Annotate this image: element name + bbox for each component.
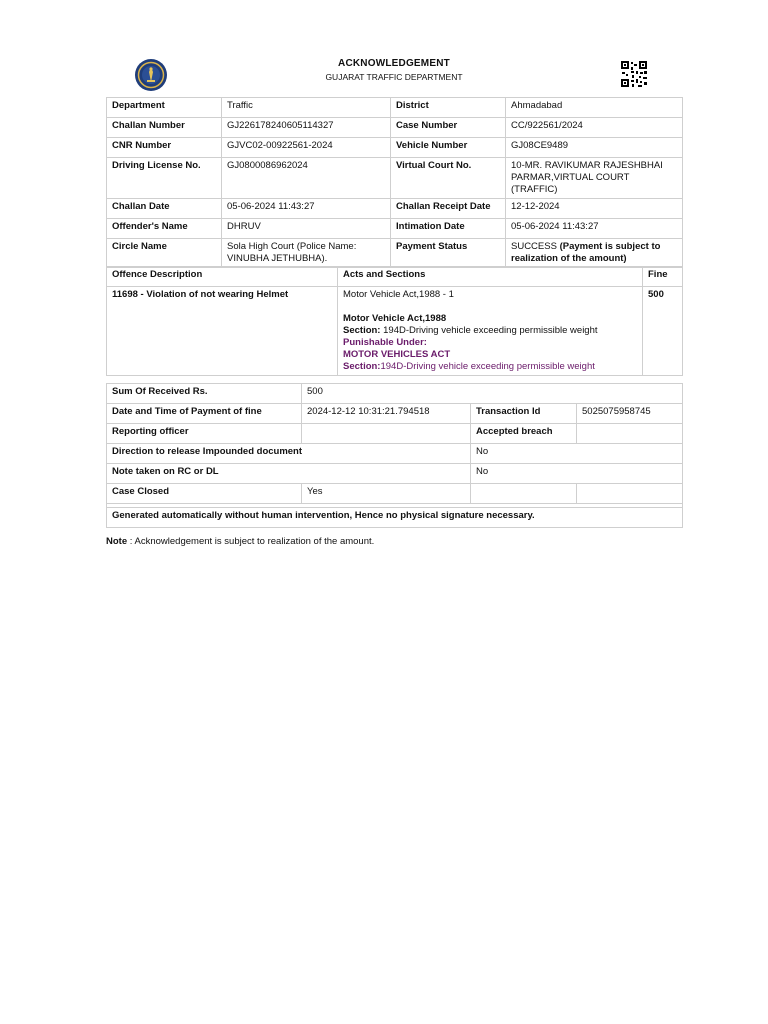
transaction-id-label: Transaction Id [471, 404, 577, 424]
offence-description-header: Offence Description [107, 267, 338, 287]
table-row [107, 404, 683, 424]
offence-table [106, 266, 683, 376]
driving-license-value: GJ0800086962024 [222, 158, 391, 199]
punishable-section-line [343, 361, 637, 373]
case-closed-label: Case Closed [107, 484, 302, 504]
document-subtitle: GUJARAT TRAFFIC DEPARTMENT [325, 72, 463, 82]
offender-name-value: DHRUV [222, 219, 391, 239]
table-row [107, 158, 683, 199]
sum-received-label: Sum Of Received Rs. [107, 384, 302, 404]
table-row [107, 424, 683, 444]
accepted-breach-value [577, 424, 683, 444]
document-title: ACKNOWLEDGEMENT [338, 58, 450, 69]
release-document-value: No [471, 444, 683, 464]
case-number-label: Case Number [391, 118, 506, 138]
challan-details-table [106, 97, 683, 268]
challan-receipt-date-label: Challan Receipt Date [391, 199, 506, 219]
section-label: Section: [343, 325, 381, 336]
department-value: Traffic [222, 98, 391, 118]
payment-status-text: SUCCESS [511, 241, 560, 252]
punishable-section-text: 194D-Driving vehicle exceeding permissible weight [380, 361, 595, 372]
payment-status-label: Payment Status [391, 239, 506, 268]
empty-cell [577, 484, 683, 504]
note-rc-dl-value: No [471, 464, 683, 484]
release-document-label: Direction to release Impounded document [107, 444, 471, 464]
offence-description: 11698 - Violation of not wearing Helmet [107, 287, 338, 376]
district-value: Ahmadabad [506, 98, 683, 118]
accepted-breach-label: Accepted breach [471, 424, 577, 444]
fine-amount: 500 [643, 287, 683, 376]
act-title: Motor Vehicle Act,1988 [343, 313, 447, 324]
virtual-court-label: Virtual Court No. [391, 158, 506, 199]
table-header-row [107, 267, 683, 287]
note-label: Note [106, 536, 128, 547]
district-label: District [391, 98, 506, 118]
vehicle-number-label: Vehicle Number [391, 138, 506, 158]
department-label: Department [107, 98, 222, 118]
table-row [107, 219, 683, 239]
punishable-section-label: Section: [343, 361, 381, 372]
payment-status-note: (Payment is subject to realization of the amount) [511, 241, 661, 264]
table-row [107, 239, 683, 268]
table-row [107, 484, 683, 504]
reporting-officer-label: Reporting officer [107, 424, 302, 444]
table-row [107, 98, 683, 118]
reporting-officer-value [302, 424, 471, 444]
act-line: Motor Vehicle Act,1988 - 1 [343, 289, 454, 300]
generated-notice: Generated automatically without human intervention, Hence no physical signature necessary. [107, 508, 683, 528]
punishable-label: Punishable Under: [343, 337, 427, 348]
challan-number-label: Challan Number [107, 118, 222, 138]
challan-receipt-date-value: 12-12-2024 [506, 199, 683, 219]
circle-name-label: Circle Name [107, 239, 222, 268]
challan-date-label: Challan Date [107, 199, 222, 219]
qr-code-icon [620, 60, 648, 88]
case-closed-value: Yes [302, 484, 471, 504]
table-row [107, 199, 683, 219]
footer-note [106, 536, 374, 547]
transaction-id-value: 5025075958745 [577, 404, 683, 424]
table-row [107, 464, 683, 484]
table-row [107, 508, 683, 528]
empty-cell [471, 484, 577, 504]
challan-number-value: GJ226178240605114327 [222, 118, 391, 138]
acts-sections-header: Acts and Sections [338, 267, 643, 287]
payment-date-value: 2024-12-12 10:31:21.794518 [302, 404, 471, 424]
title-block [106, 58, 682, 82]
table-row [107, 444, 683, 464]
section-text: 194D-Driving vehicle exceeding permissible weight [380, 325, 598, 336]
cnr-number-label: CNR Number [107, 138, 222, 158]
fine-header: Fine [643, 267, 683, 287]
intimation-date-value: 05-06-2024 11:43:27 [506, 219, 683, 239]
intimation-date-label: Intimation Date [391, 219, 506, 239]
sum-received-value: 500 [302, 384, 683, 404]
table-row [107, 118, 683, 138]
virtual-court-value: 10-MR. RAVIKUMAR RAJESHBHAI PARMAR,VIRTUAL COURT (TRAFFIC) [506, 158, 683, 199]
payment-status-value [506, 239, 683, 268]
challan-date-value: 05-06-2024 11:43:27 [222, 199, 391, 219]
punishable-act: MOTOR VEHICLES ACT [343, 349, 451, 360]
cnr-number-value: GJVC02-00922561-2024 [222, 138, 391, 158]
acts-sections-cell [338, 287, 643, 376]
vehicle-number-value: GJ08CE9489 [506, 138, 683, 158]
section-line [343, 325, 637, 337]
note-rc-dl-label: Note taken on RC or DL [107, 464, 471, 484]
circle-name-value: Sola High Court (Police Name: VINUBHA JETHUBHA). [222, 239, 391, 268]
table-row [107, 138, 683, 158]
payment-date-label: Date and Time of Payment of fine [107, 404, 302, 424]
payment-table [106, 383, 683, 528]
table-row [107, 384, 683, 404]
document-header [106, 56, 682, 94]
note-text: : Acknowledgement is subject to realization of the amount. [127, 536, 375, 547]
driving-license-label: Driving License No. [107, 158, 222, 199]
table-row [107, 287, 683, 376]
offender-name-label: Offender's Name [107, 219, 222, 239]
case-number-value: CC/922561/2024 [506, 118, 683, 138]
